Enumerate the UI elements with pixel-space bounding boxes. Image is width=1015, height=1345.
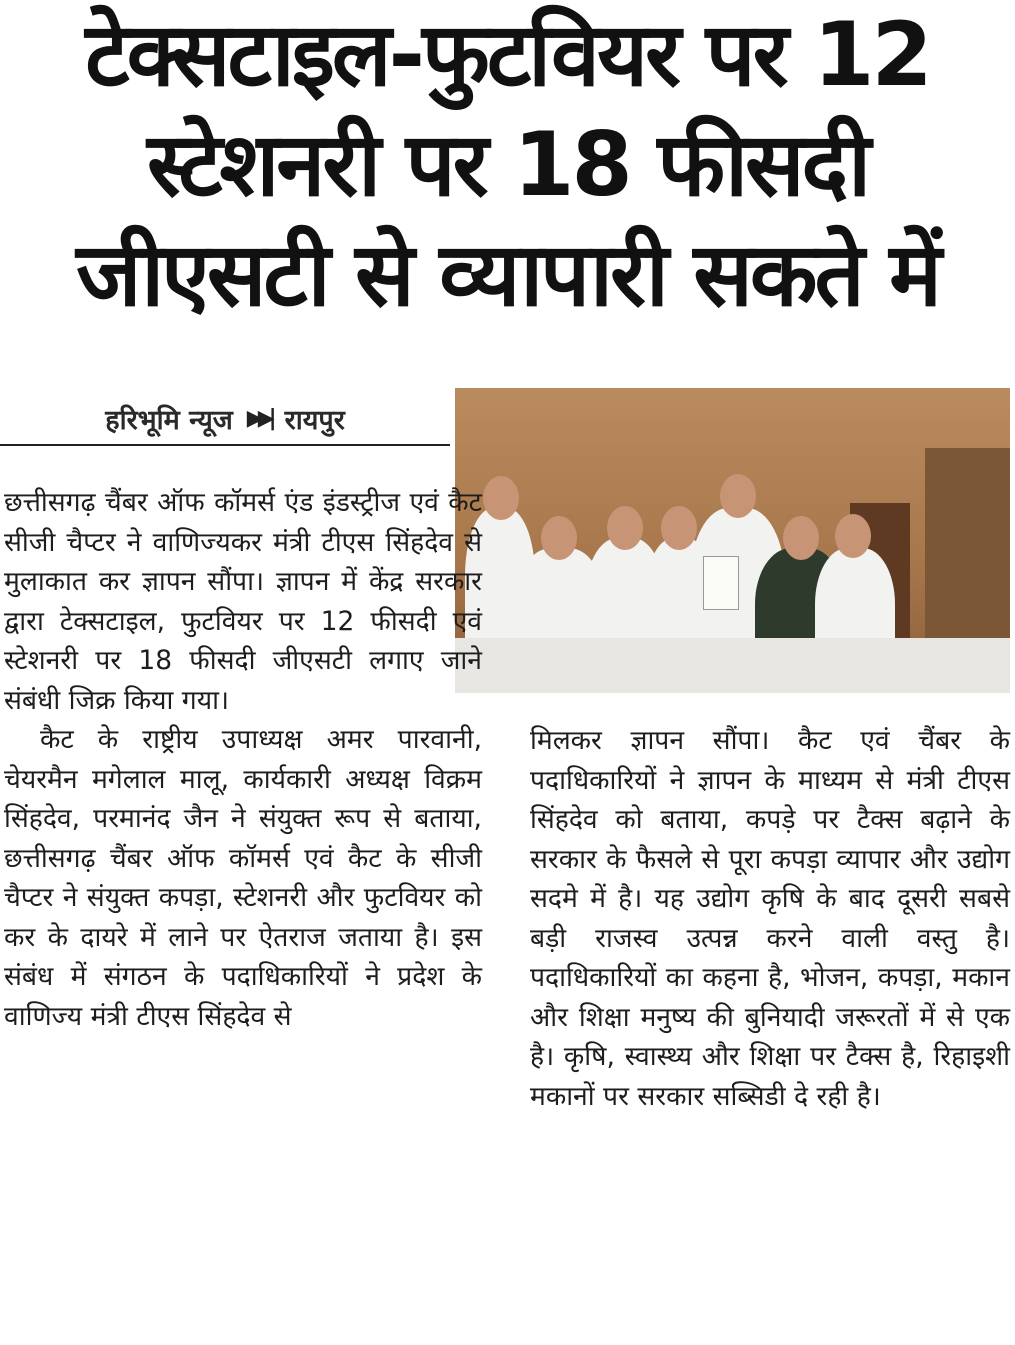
headline-line-1: टेक्सटाइल-फुटवियर पर 12: [85, 3, 930, 106]
photo-person-head: [483, 476, 519, 520]
byline-separator-icon: ▶▶|: [246, 405, 271, 431]
photo-desk: [455, 638, 1010, 693]
article-paragraph-2: कैट के राष्ट्रीय उपाध्यक्ष अमर पारवानी, चेयरमैन मगेलाल मालू, कार्यकारी अध्यक्ष विक्रम सिंहदेव, परमानंद जैन ने संयुक्त रूप से बताया, छत्तीसगढ़ चैंबर ऑफ कॉमर्स एवं कैट के सीजी चैप्टर ने संयुक्त कपड़ा, स्टेशनरी और फुटवियर को कर के दायरे में लाने पर ऐतराज जताया है। इस संबंध में संगठन के पदाधिकारियों ने प्रदेश के वाणिज्य मंत्री टीएस सिंहदेव से: [4, 724, 482, 1032]
headline: [0, 0, 1015, 330]
headline-line-2: स्टेशनरी पर 18 फीसदी: [146, 113, 869, 216]
news-photo: [455, 388, 1010, 693]
article-paragraph-3: मिलकर ज्ञापन सौंपा। कैट एवं चैंबर के पदाधिकारियों ने ज्ञापन के माध्यम से मंत्री टीएस सिंहदेव को बताया, कपड़े पर टैक्स बढ़ाने के सरकार के फैसले से पूरा कपड़ा व्यापार और उद्योग सदमे में है। यह उद्योग कृषि के बाद दूसरी सबसे बड़ी राजस्व उत्पन्न करने वाली वस्तु है। पदाधिकारियों का कहना है, भोजन, कपड़ा, मकान और शिक्षा मनुष्य की बुनियादी जरूरतों में से एक है। कृषि, स्वास्थ्य और शिक्षा पर टैक्स है, रिहाइशी मकानों पर सरकार सब्सिडी दे रही है।: [530, 725, 1010, 1112]
byline: [0, 392, 450, 446]
headline-line-3: जीएसटी से व्यापारी सकते में: [76, 223, 939, 326]
byline-source: हरिभूमि न्यूज: [105, 404, 233, 436]
photo-person-head: [541, 516, 577, 560]
photo-person-head: [607, 506, 643, 550]
photo-person-head: [783, 516, 819, 560]
photo-person-head: [720, 474, 756, 518]
article-column-left: [4, 483, 482, 1036]
article-column-right: [530, 721, 1010, 1116]
photo-person-head: [661, 506, 697, 550]
byline-location: रायपुर: [284, 404, 345, 436]
article-paragraph-1: छत्तीसगढ़ चैंबर ऑफ कॉमर्स एंड इंडस्ट्रीज एवं कैट सीजी चैप्टर ने वाणिज्यकर मंत्री टीएस सिंहदेव से मुलाकात कर ज्ञापन सौंपा। ज्ञापन में केंद्र सरकार द्वारा टेक्सटाइल, फुटवियर पर 12 फीसदी एवं स्टेशनरी पर 18 फीसदी जीएसटी लगाए जाने संबंधी जिक्र किया गया।: [4, 487, 482, 716]
memorandum-document: [703, 556, 739, 610]
photo-person-head: [835, 514, 871, 558]
